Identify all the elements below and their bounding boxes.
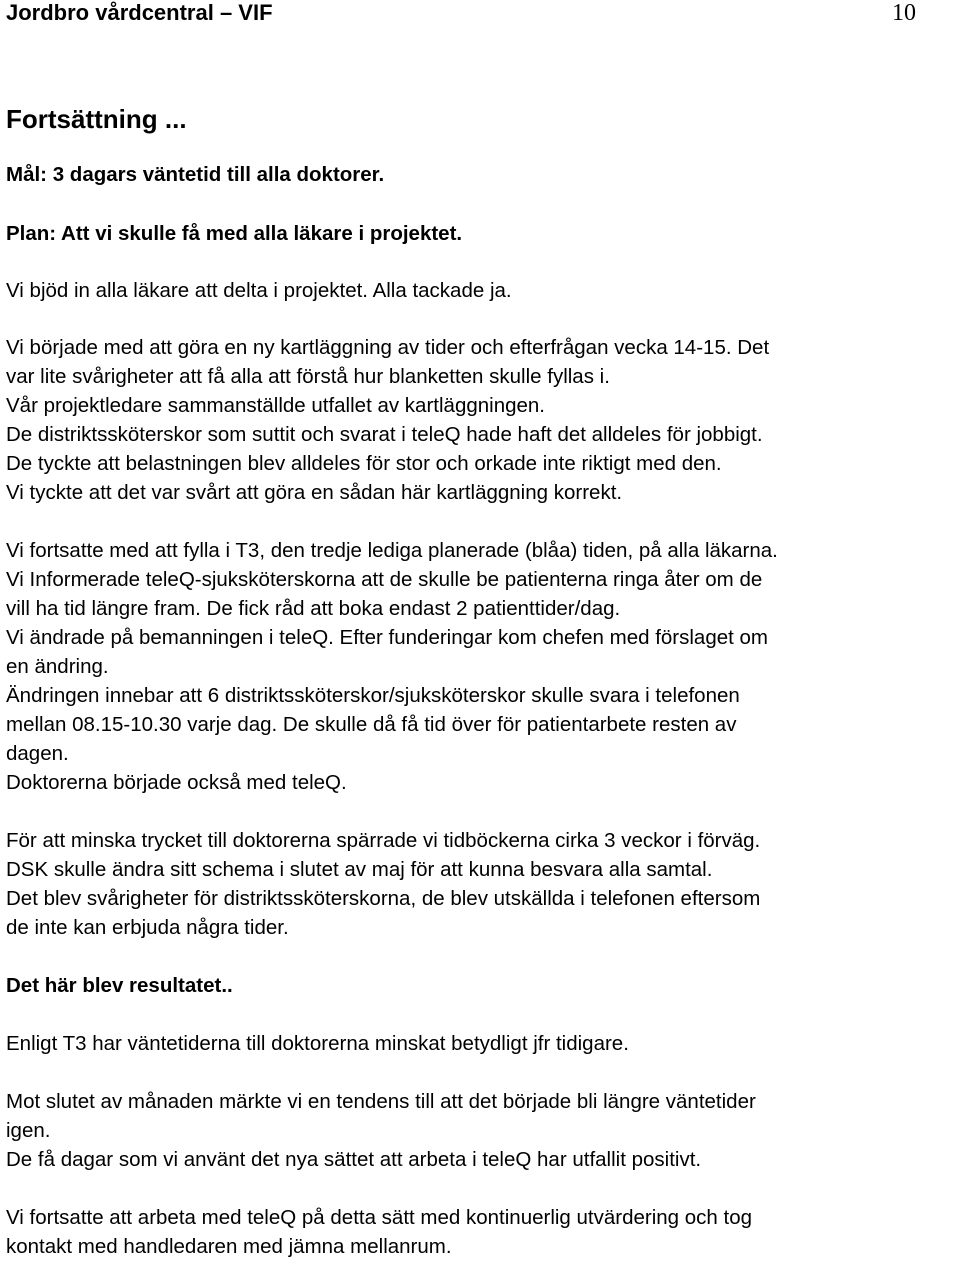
document-body <box>6 102 956 1261</box>
paragraph-result: Enligt T3 har väntetiderna till doktorerna minskat betydligt jfr tidigare. <box>6 1032 629 1055</box>
paragraph-changes: Vi fortsatte med att fylla i T3, den tredje lediga planerade (blåa) tiden, på alla läkarna. Vi Informerade teleQ-sjuksköterskorna att de skulle be patienterna ringa åter om de vill ha tid längre fram. De fick råd att boka endast 2 patienttider/dag. Vi ändrade på bemanningen i teleQ. Efter funderingar kom chefen med förslaget om en ändring. Ändringen innebar att 6 distriktssköterskor/sjuksköterskor skulle svara i telefonen mellan 08.15-10.30 varje dag. De skulle då få tid över för patientarbete resten av dagen. Doktorerna började också med teleQ. <box>6 539 778 794</box>
paragraph-continuation: Vi fortsatte att arbeta med teleQ på detta sätt med kontinuerlig utvärdering och tog kontakt med handledaren med jämna mellanrum. <box>6 1206 753 1258</box>
paragraph-invitation: Vi bjöd in alla läkare att delta i projektet. Alla tackade ja. <box>6 279 512 302</box>
paragraph-pressure: För att minska trycket till doktorerna spärrade vi tidböckerna cirka 3 veckor i förväg. DSK skulle ändra sitt schema i slutet av maj för att kunna besvara alla samtal. Det blev svårigheter för distriktssköterskorna, de blev utskällda i telefonen eftersom de inte kan erbjuda några tider. <box>6 829 761 939</box>
goal-text: Mål: 3 dagars väntetid till alla doktorer. <box>6 163 385 186</box>
result-heading: Det här blev resultatet.. <box>6 974 233 997</box>
paragraph-mapping: Vi började med att göra en ny kartläggning av tider och efterfrågan vecka 14-15. Det var lite svårigheter att få alla att förstå hur blanketten skulle fyllas i. Vår projektledare sammanställde utfallet av kartläggningen. De distriktssköterskor som suttit och svarat i teleQ hade haft det alldeles för jobbigt. De tyckte att belastningen blev alldeles för stor och orkade inte riktigt med den. Vi tyckte att det var svårt att göra en sådan här kartläggning korrekt. <box>6 336 770 504</box>
page-number: 10 <box>892 0 916 26</box>
section-heading: Fortsättning ... <box>6 104 187 134</box>
paragraph-trend: Mot slutet av månaden märkte vi en tendens till att det började bli längre väntetider igen. De få dagar som vi använt det nya sättet att arbeta i teleQ har utfallit positivt. <box>6 1090 756 1171</box>
plan-text: Plan: Att vi skulle få med alla läkare i projektet. <box>6 222 463 245</box>
document-header-title: Jordbro vårdcentral – VIF <box>6 0 273 25</box>
